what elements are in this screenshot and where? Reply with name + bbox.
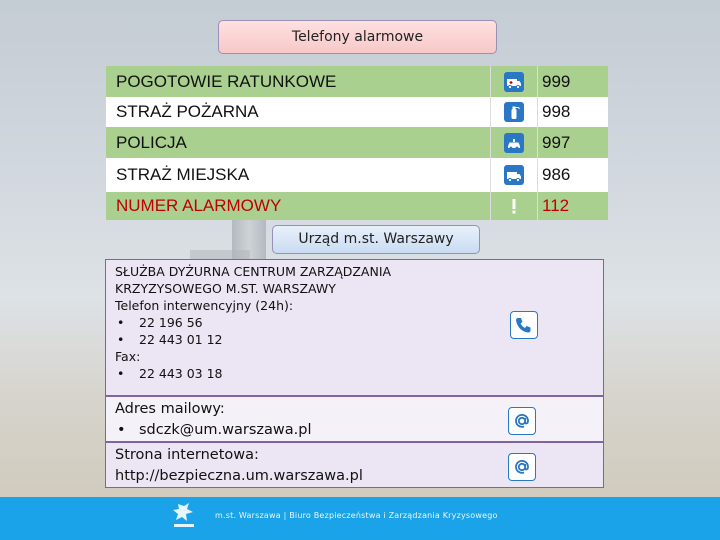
service-name: STRAŻ POŻARNA [116, 102, 259, 121]
fax-label: Fax: [115, 349, 141, 364]
duty-heading-line1: SŁUŻBA DYŻURNA CENTRUM ZARZĄDZANIA [115, 264, 392, 279]
fax-number: • 22 443 03 18 [115, 365, 594, 382]
office-label: Urząd m.st. Warszawy [272, 225, 480, 254]
ambulance-icon [504, 72, 524, 92]
fire-extinguisher-icon [504, 102, 524, 122]
phone-label: Telefon interwencyjny (24h): [115, 298, 294, 313]
service-name: STRAŻ MIEJSKA [116, 165, 250, 184]
service-name: POGOTOWIE RATUNKOWE [116, 71, 337, 91]
city-crest-logo [170, 500, 198, 532]
service-number: 998 [542, 102, 571, 121]
website-label: Strona internetowa: [115, 447, 259, 463]
emergency-row-fire [106, 97, 608, 127]
email-label: Adres mailowy: [115, 401, 225, 417]
service-number: 112 [542, 196, 570, 215]
website-url[interactable]: http://bezpieczna.um.warszawa.pl [115, 468, 363, 484]
footer-text: m.st. Warszawa | Biuro Bezpieczeństwa i Zarządzania Kryzysowego [215, 511, 498, 520]
police-car-icon [504, 133, 524, 153]
at-sign-icon [508, 407, 536, 435]
emergency-row-ambulance [106, 66, 608, 97]
phone-icon [510, 311, 538, 339]
email-address[interactable]: • sdczk@um.warszawa.pl [115, 420, 594, 441]
emergency-row-police [106, 127, 608, 158]
city-guard-van-icon [504, 165, 524, 185]
phone-number: • 22 443 01 12 [115, 331, 594, 348]
title-label: Telefony alarmowe [218, 20, 497, 54]
at-sign-icon [508, 453, 536, 481]
emergency-row-alarm [106, 192, 608, 220]
emergency-row-city-guard [106, 158, 608, 192]
duty-heading-line2: KRZYZYSOWEGO M.ST. WARSZAWY [115, 281, 336, 296]
service-name: NUMER ALARMOWY [116, 196, 282, 215]
exclamation-icon [504, 196, 524, 216]
service-number: 997 [542, 132, 571, 152]
service-number: 986 [542, 165, 571, 184]
phone-number: • 22 196 56 [115, 314, 594, 331]
service-number: 999 [542, 71, 571, 91]
service-name: POLICJA [116, 132, 187, 152]
